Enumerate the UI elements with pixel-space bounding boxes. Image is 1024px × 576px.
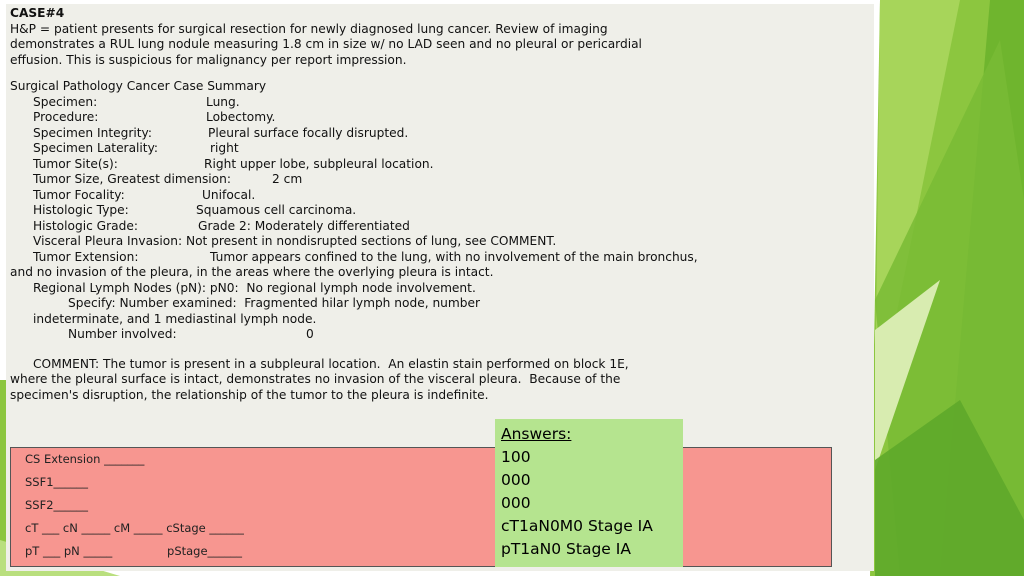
field-value: Right upper lobe, subpleural location.: [204, 156, 434, 171]
hp-line: effusion. This is suspicious for malignancy per report impression.: [10, 52, 407, 67]
answer-item: pT1aN0 Stage IA: [501, 540, 631, 558]
field-label: Procedure:: [33, 110, 99, 124]
comment-text: where the pleural surface is intact, demonstrates no invasion of the visceral pleura. Because of the: [10, 372, 621, 386]
hp-line: demonstrates a RUL lung nodule measuring 1.8 cm in size w/ no LAD seen and no pleural or pericardial: [10, 37, 642, 51]
number-involved-row: [10, 327, 876, 343]
cs-staging-form: [10, 447, 832, 567]
indeterminate-row: [10, 312, 876, 328]
answers-title: Answers:: [501, 425, 572, 443]
visceral-pleura-text: Visceral Pleura Invasion: Not present in nondisrupted sections of lung, see COMMENT.: [33, 234, 557, 248]
field-label: Specimen Integrity:: [33, 125, 152, 140]
number-involved-label: Number involved:: [68, 327, 177, 341]
field-label: Tumor Size, Greatest dimension:: [33, 172, 231, 186]
specify-row: [10, 296, 876, 312]
field-label: Specimen Laterality:: [33, 141, 159, 155]
number-involved-value: 0: [306, 327, 314, 341]
case-document: [10, 6, 876, 403]
field-value: Lobectomy.: [206, 110, 276, 124]
field-label: Histologic Type:: [33, 203, 129, 217]
field-row: [10, 172, 876, 188]
field-row: [10, 219, 876, 235]
field-label: Tumor Site(s):: [33, 156, 118, 171]
field-row: [10, 188, 876, 204]
field-value: Unifocal.: [202, 187, 256, 202]
indeterminate-text: indeterminate, and 1 mediastinal lymph node.: [33, 311, 317, 326]
field-row: [10, 141, 876, 157]
field-label: Histologic Grade:: [33, 218, 138, 233]
ssf1-line: SSF1______: [25, 475, 89, 489]
cs-extension-line: CS Extension _______: [25, 452, 145, 466]
visceral-pleura-row: [10, 234, 876, 250]
answers-box: [495, 419, 683, 567]
tumor-extension-value: Tumor appears confined to the lung, with no involvement of the main bronchus,: [210, 249, 698, 264]
comment-text: COMMENT: The tumor is present in a subpleural location. An elastin stain performed on block 1E,: [33, 356, 629, 371]
comment-row: [10, 357, 876, 373]
field-label: Specimen:: [33, 94, 98, 109]
field-value: Pleural surface focally disrupted.: [208, 125, 409, 140]
case-title: CASE#4: [10, 6, 65, 20]
ssf2-line: SSF2______: [25, 498, 89, 512]
tumor-extension-row: [10, 250, 876, 266]
field-row: [10, 157, 876, 173]
tumor-extension-label: Tumor Extension:: [33, 249, 139, 264]
answer-item: 100: [501, 448, 531, 466]
field-row: [10, 95, 876, 111]
answer-item: 000: [501, 494, 531, 512]
specify-text: Specify: Number examined: Fragmented hilar lymph node, number: [68, 296, 481, 310]
field-value: 2 cm: [272, 172, 303, 186]
lymph-nodes-text: Regional Lymph Nodes (pN): pN0: No regional lymph node involvement.: [33, 280, 476, 295]
hp-line: H&P = patient presents for surgical resection for newly diagnosed lung cancer. Review of imaging: [10, 21, 608, 36]
field-value: right: [210, 141, 239, 155]
field-value: Grade 2: Moderately differentiated: [198, 218, 410, 233]
field-value: Squamous cell carcinoma.: [196, 203, 357, 217]
field-row: [10, 126, 876, 142]
answer-item: cT1aN0M0 Stage IA: [501, 517, 653, 535]
field-label: Tumor Focality:: [33, 187, 125, 202]
field-row: [10, 203, 876, 219]
comment-text: specimen's disruption, the relationship of the tumor to the pleura is indefinite.: [10, 387, 489, 402]
tumor-extension-continued: and no invasion of the pleura, in the areas where the overlying pleura is intact.: [10, 265, 494, 279]
field-value: Lung.: [206, 94, 240, 109]
clinical-stage-line: cT ___ cN _____ cM _____ cStage ______: [25, 521, 244, 535]
pathologic-stage-line: pT ___ pN _____ pStage______: [25, 544, 243, 558]
field-row: [10, 110, 876, 126]
answer-item: 000: [501, 471, 531, 489]
summary-heading: Surgical Pathology Cancer Case Summary: [10, 79, 267, 93]
lymph-nodes-row: [10, 281, 876, 297]
